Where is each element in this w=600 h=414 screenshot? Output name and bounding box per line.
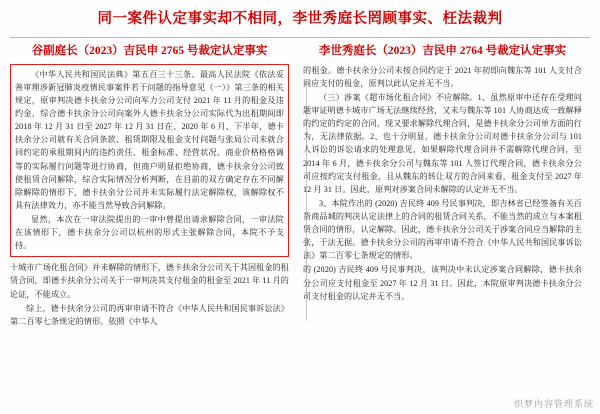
- watermark-text: 内容管理系统: [533, 399, 594, 409]
- right-column-text: [303, 64, 582, 303]
- watermark: [514, 397, 594, 410]
- paragraph: 3、本院作出的 (2020) 吉民终 409 号民事判决，即吉林省已经签备有关百货商品城的判决认定法律上的合同的租赁合同关系，不能当然的成立与本案租赁合同的情形，认定解除。因此，德卡扶余分公司关于涉案合同应当解除的主张，于法无据。德卡扶余分公司的再审申请不符合《中华人民共和国民事诉讼法》第二百零七条规定的情形。: [303, 198, 582, 261]
- paragraph: 显然，本次在一审法院提出的一审中曾提出请求解除合同，一审法院在该情形下，德卡扶余分公司以杭州的形式主张解除合同，本院不予支持。: [15, 214, 284, 251]
- page-title: 同一案件认定事实却不相同，李世秀庭长罔顾事实、枉法裁判: [97, 11, 503, 27]
- watermark-prefix: 织梦: [513, 399, 534, 409]
- paragraph: 《中华人民共和国民法典》第五百三十三条、最高人民法院《依法妥善审理涉新冠肺炎疫情民事案件若干问题的指导意见（一）》第三条的相关规定，原审判决德卡扶余分公司向军力公司支付 2021 年 11 月的租金及违约金，综合德卡扶余分公司向案外人德卡扶余分公司实际代为出租期间即 2018 年 12 月 31 日至 2027 年 12 月 31 日在、2020 年 6 月、下半年，德卡扶余分公司就有关合同条款、租赁期限及租金支付问题与张局公司未就合同约定的承租期间内的违约责任、租金标准、经营状况、商业价格格格调等的实际履行问题等进行协商，但商户明显拒绝协商，德卡扶余分公司致使租赁合同解除，综合实际情况分析判断，在目前的双方确定存在不同解除解除的情形下，德卡扶余分公司并未实际履行法定解除权，该解除权不具有法律效力，亦不能当然导致合同解除。: [15, 69, 284, 210]
- paragraph: 综上，德卡扶余分公司的再审申请不符合《中华人民共和国民事诉讼法》第二百零七条规定的情形。依照《中华人: [10, 303, 289, 326]
- paragraph: 十城市广场化租合同》并未解除的情形下，德卡扶余分公司关于其因租金的租赁合同，即德卡扶余分公司关于一审判决其支付租金的租金至 2021 年 11 月的论证，不能成立。: [10, 263, 289, 299]
- paragraph: （三）涉案《超市场化租合同》不应解除。1、虽然原审中还存在受理问题审证明德卡城市广场无法继续经营，又未与魏东等 101 人协商达成一致解释的约定的约定的合同，现又要求解除代理合同，是德卡扶余分公司单方面的行为，无法律依据。2、也十分明显，德卡扶余分公司对德卡扶余分公司与 101 人诉讼的诉讼请求的处理意见，如果解除代理合同并不需解除代理合同，至 2014 年 6 月，德卡扶余分公司与魏东等 101 人签订代理合同，德卡扶余分公司应按约定支付租金，且从魏东的转让双方的合同来看，租金支付至 2027 年 12 月 31 日。因此，原判对涉案合同未解除的认定并无不当。: [303, 93, 582, 194]
- right-column: [303, 44, 582, 329]
- two-column-body: [10, 44, 590, 329]
- paragraph: 的租金。德卡扶余分公司未按合同约定于 2021 年初即向魏东等 101 人支付合同应支付的租金，原判以此认定并无不当。: [303, 65, 582, 88]
- left-column-heading: 谷副庭长（2023）吉民申 2765 号裁定认定事实: [31, 44, 268, 57]
- title-divider: [10, 37, 590, 38]
- right-column-heading: 李世秀庭长（2023）吉民申 2764 号裁定认定事实: [318, 44, 567, 57]
- left-column: [10, 44, 289, 329]
- left-boxed-text: [15, 68, 284, 253]
- paragraph: 的 (2020) 吉民终 409 号民事判决，该判决中未认定涉案合同解除，德卡扶余分公司应支付租金至 2027 年 12 月 31 日。因此，本院原审判决德卡扶余分公司支付租金的认定并无不当。: [303, 265, 582, 301]
- left-column-highlight-box: [10, 64, 289, 258]
- left-tail-text: [10, 261, 289, 328]
